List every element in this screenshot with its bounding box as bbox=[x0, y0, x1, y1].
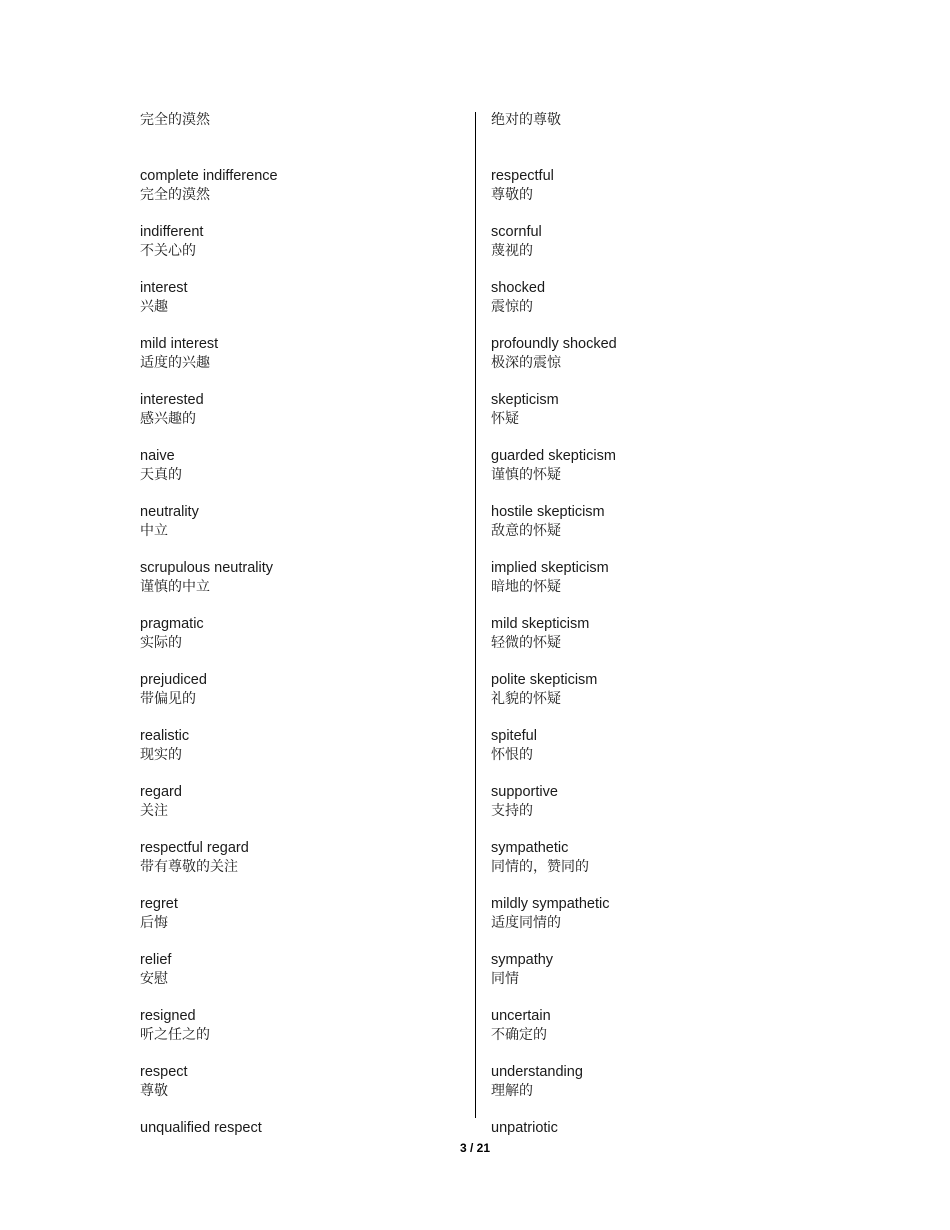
chinese-translation: 轻微的怀疑 bbox=[491, 635, 561, 651]
english-term: skepticism bbox=[491, 392, 559, 408]
english-term: profoundly shocked bbox=[491, 336, 617, 352]
chinese-translation: 礼貌的怀疑 bbox=[491, 691, 561, 707]
english-term: mild interest bbox=[140, 336, 219, 352]
english-term: spiteful bbox=[491, 728, 537, 744]
glossary-entry bbox=[491, 223, 811, 279]
english-term: sympathy bbox=[491, 952, 554, 968]
english-term: pragmatic bbox=[140, 616, 204, 632]
chinese-translation: 理解的 bbox=[491, 1083, 533, 1099]
english-term: unpatriotic bbox=[491, 1120, 558, 1136]
chinese-translation: 怀恨的 bbox=[491, 747, 533, 763]
english-term: relief bbox=[140, 952, 172, 968]
glossary-entry bbox=[140, 671, 460, 727]
english-term: polite skepticism bbox=[491, 672, 598, 688]
glossary-entry bbox=[140, 1007, 460, 1063]
chinese-translation: 天真的 bbox=[140, 467, 182, 483]
english-term: supportive bbox=[491, 784, 558, 800]
chinese-translation: 完全的漠然 bbox=[140, 112, 210, 128]
glossary-entry bbox=[491, 1007, 811, 1063]
english-term: naive bbox=[140, 448, 175, 464]
glossary-entry bbox=[491, 167, 811, 223]
glossary-entry bbox=[140, 223, 460, 279]
chinese-translation: 不关心的 bbox=[140, 243, 196, 259]
glossary-entry bbox=[491, 559, 811, 615]
chinese-translation: 不确定的 bbox=[491, 1027, 547, 1043]
chinese-translation: 实际的 bbox=[140, 635, 182, 651]
chinese-translation: 安慰 bbox=[140, 971, 168, 987]
english-term: shocked bbox=[491, 280, 546, 296]
english-term: neutrality bbox=[140, 504, 199, 520]
glossary-entry bbox=[491, 895, 811, 951]
english-term: interest bbox=[140, 280, 188, 296]
chinese-translation: 怀疑 bbox=[491, 411, 519, 427]
english-term: regard bbox=[140, 784, 182, 800]
chinese-translation: 极深的震惊 bbox=[491, 355, 561, 371]
chinese-translation: 感兴趣的 bbox=[140, 411, 196, 427]
english-term: complete indifference bbox=[140, 168, 278, 184]
english-term: interested bbox=[140, 392, 204, 408]
glossary-entry bbox=[140, 727, 460, 783]
chinese-translation: 同情 bbox=[491, 971, 519, 987]
glossary-entry bbox=[140, 335, 460, 391]
chinese-translation: 适度同情的 bbox=[491, 915, 561, 931]
right-glossary-column bbox=[491, 111, 811, 1175]
glossary-entry bbox=[140, 559, 460, 615]
column-divider bbox=[475, 112, 476, 1118]
chinese-translation: 带偏见的 bbox=[140, 691, 196, 707]
english-term: unqualified respect bbox=[140, 1120, 262, 1136]
chinese-translation: 蔑视的 bbox=[491, 243, 533, 259]
english-term: mildly sympathetic bbox=[491, 896, 610, 912]
glossary-entry bbox=[491, 447, 811, 503]
chinese-translation: 完全的漠然 bbox=[140, 187, 210, 203]
glossary-entry bbox=[140, 279, 460, 335]
english-term: sympathetic bbox=[491, 840, 569, 856]
english-term: scornful bbox=[491, 224, 542, 240]
chinese-translation: 现实的 bbox=[140, 747, 182, 763]
glossary-entry bbox=[140, 839, 460, 895]
glossary-entry bbox=[140, 391, 460, 447]
english-term: regret bbox=[140, 896, 178, 912]
english-term: hostile skepticism bbox=[491, 504, 605, 520]
chinese-translation: 同情的，赞同的 bbox=[491, 859, 589, 875]
glossary-entry bbox=[491, 783, 811, 839]
chinese-translation: 暗地的怀疑 bbox=[491, 579, 561, 595]
english-term: uncertain bbox=[491, 1008, 551, 1024]
chinese-translation: 绝对的尊敬 bbox=[491, 112, 561, 128]
glossary-entry bbox=[491, 951, 811, 1007]
glossary-entry bbox=[140, 167, 460, 223]
english-term: guarded skepticism bbox=[491, 448, 616, 464]
english-term: scrupulous neutrality bbox=[140, 560, 273, 576]
chinese-translation: 中立 bbox=[140, 523, 168, 539]
page-number: 3 / 21 bbox=[459, 1141, 491, 1155]
glossary-entry bbox=[140, 895, 460, 951]
chinese-translation: 尊敬 bbox=[140, 1083, 168, 1099]
glossary-entry bbox=[491, 1063, 811, 1119]
glossary-entry bbox=[140, 1063, 460, 1119]
chinese-translation: 后悔 bbox=[140, 915, 168, 931]
english-term: indifferent bbox=[140, 224, 204, 240]
glossary-entry bbox=[491, 615, 811, 671]
chinese-translation: 适度的兴趣 bbox=[140, 355, 210, 371]
glossary-entry bbox=[140, 951, 460, 1007]
glossary-entry bbox=[491, 727, 811, 783]
glossary-entry bbox=[491, 279, 811, 335]
english-term: implied skepticism bbox=[491, 560, 609, 576]
english-term: mild skepticism bbox=[491, 616, 590, 632]
chinese-translation: 支持的 bbox=[491, 803, 533, 819]
english-term: realistic bbox=[140, 728, 190, 744]
glossary-entry bbox=[491, 839, 811, 895]
chinese-translation: 关注 bbox=[140, 803, 168, 819]
english-term: resigned bbox=[140, 1008, 196, 1024]
english-term: understanding bbox=[491, 1064, 583, 1080]
chinese-translation: 兴趣 bbox=[140, 299, 168, 315]
english-term: prejudiced bbox=[140, 672, 207, 688]
glossary-entry bbox=[491, 335, 811, 391]
chinese-translation: 谨慎的中立 bbox=[140, 579, 210, 595]
chinese-translation: 谨慎的怀疑 bbox=[491, 467, 561, 483]
english-term: respectful bbox=[491, 168, 554, 184]
chinese-translation: 听之任之的 bbox=[140, 1027, 210, 1043]
chinese-translation: 尊敬的 bbox=[491, 187, 533, 203]
english-term: respectful regard bbox=[140, 840, 249, 856]
glossary-entry bbox=[491, 503, 811, 559]
glossary-entry bbox=[140, 111, 460, 167]
glossary-entry bbox=[140, 783, 460, 839]
glossary-entry bbox=[140, 503, 460, 559]
glossary-entry bbox=[140, 447, 460, 503]
glossary-entry bbox=[491, 111, 811, 167]
chinese-translation: 敌意的怀疑 bbox=[491, 523, 561, 539]
glossary-entry bbox=[491, 671, 811, 727]
glossary-entry bbox=[491, 391, 811, 447]
glossary-entry bbox=[140, 615, 460, 671]
chinese-translation: 震惊的 bbox=[491, 299, 533, 315]
left-glossary-column bbox=[140, 111, 460, 1175]
chinese-translation: 带有尊敬的关注 bbox=[140, 859, 238, 875]
english-term: respect bbox=[140, 1064, 188, 1080]
